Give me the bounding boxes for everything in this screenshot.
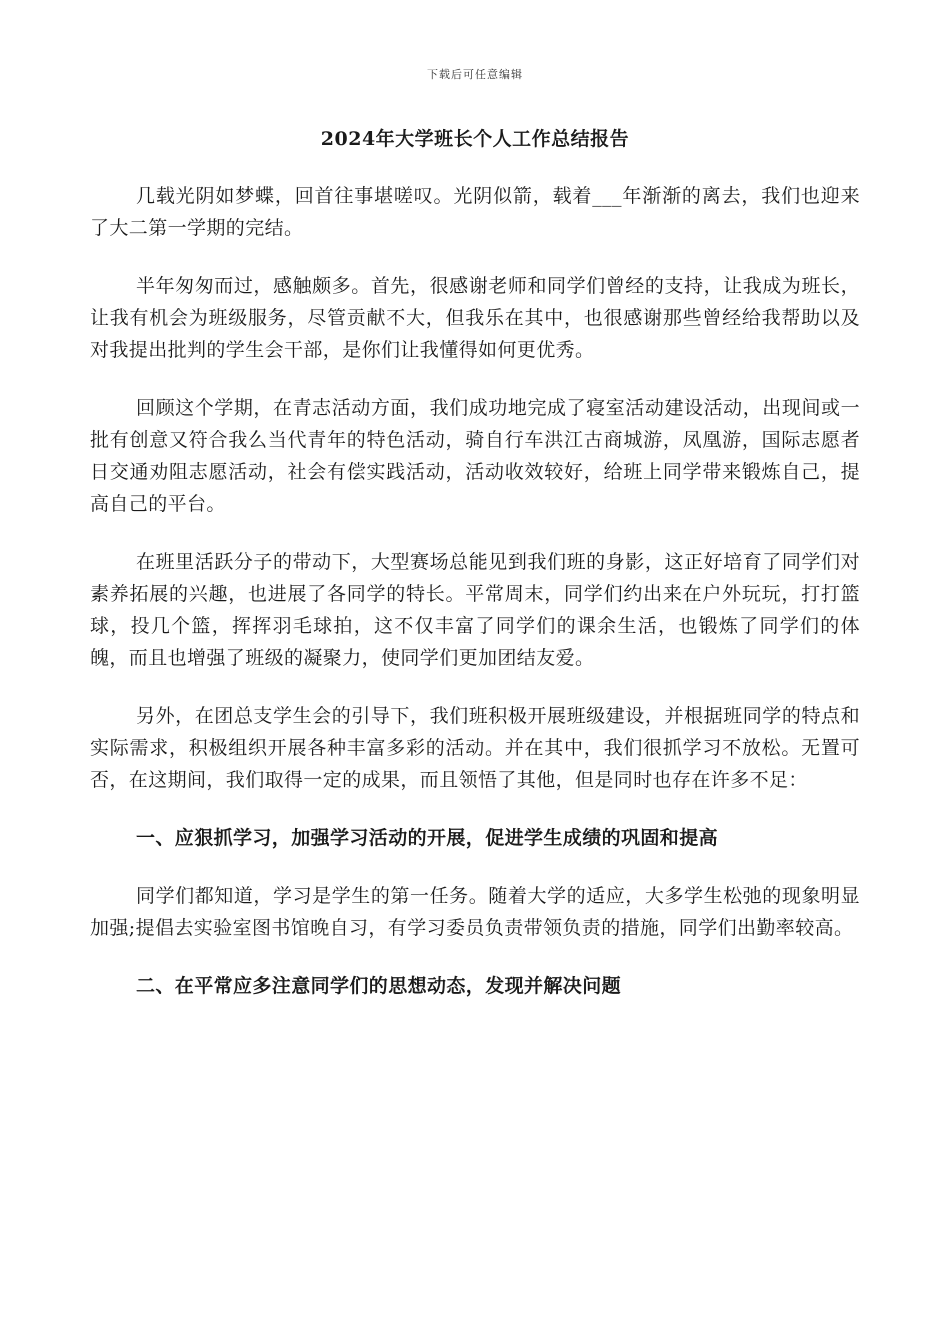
section-heading-study: 一、应狠抓学习，加强学习活动的开展，促进学生成绩的巩固和提高 — [136, 827, 719, 849]
paragraph-sports: 在班里活跃分子的带动下，大型赛场总能见到我们班的身影，这正好培育了同学们对素养拓展的兴趣，也进展了各同学的特长。平常周末，同学们约出来在户外玩玩，打打篮球，投几个篮，挥挥羽毛球拍，这不仅丰富了同学们的课余生活，也锻炼了同学们的体魄，而且也增强了班级的凝聚力，使同学们更加团结友爱。 — [90, 551, 860, 669]
document-body — [90, 180, 860, 1028]
paragraph-class-building: 另外，在团总支学生会的引导下，我们班积极开展班级建设，并根据班同学的特点和实际需求，积极组织开展各种丰富多彩的活动。并在其中，我们很抓学习不放松。无置可否，在这期间，我们取得一定的成果，而且领悟了其他，但是同时也存在许多不足： — [90, 705, 860, 791]
paragraph-intro: 几载光阴如梦蝶，回首往事堪嗟叹。光阴似箭，载着___年渐渐的离去，我们也迎来了大二第一学期的完结。 — [90, 185, 860, 239]
section-heading-thoughts: 二、在平常应多注意同学们的思想动态，发现并解决问题 — [136, 975, 622, 997]
paragraph-study: 同学们都知道，学习是学生的第一任务。随着大学的适应，大多学生松弛的现象明显加强;提倡去实验室图书馆晚自习，有学习委员负责带领负责的措施，同学们出勤率较高。 — [90, 885, 860, 939]
paragraph-thanks: 半年匆匆而过，感触颇多。首先，很感谢老师和同学们曾经的支持，让我成为班长，让我有机会为班级服务，尽管贡献不大，但我乐在其中，也很感谢那些曾经给我帮助以及对我提出批判的学生会干部，是你们让我懂得如何更优秀。 — [90, 275, 860, 361]
document-title: 2024年大学班长个人工作总结报告 — [320, 128, 630, 150]
header-note: 下载后可任意编辑 — [427, 68, 523, 81]
paragraph-activities: 回顾这个学期，在青志活动方面，我们成功地完成了寝室活动建设活动，出现间或一批有创意又符合我么当代青年的特色活动，骑自行车洪江古商城游，凤凰游，国际志愿者日交通劝阻志愿活动，社会有偿实践活动，活动收效较好，给班上同学带来锻炼自己，提高自己的平台。 — [90, 397, 860, 515]
